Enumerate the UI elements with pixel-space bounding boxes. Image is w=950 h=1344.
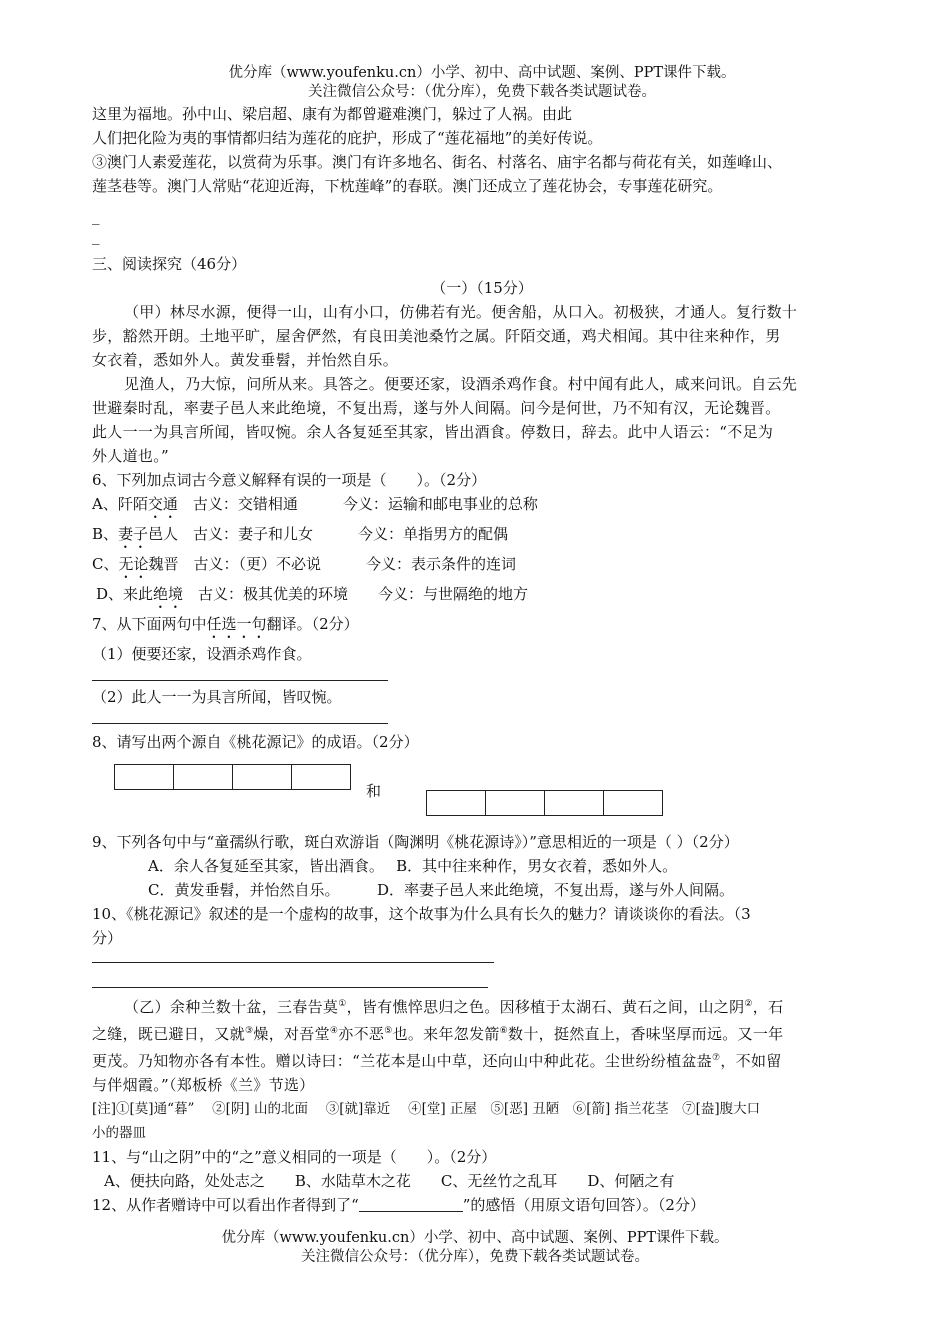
answer-box[interactable] xyxy=(292,765,350,789)
question-12-stem: 12、从作者赠诗中可以看出作者得到了“ ”的感悟（用原文语句回答）。（2分） xyxy=(92,1196,705,1214)
q8-and-label: 和 xyxy=(366,782,382,800)
question-10-stem: 10、《桃花源记》叙述的是一个虚构的故事，这个故事为什么具有长久的魅力？请谈谈你的看法。（3 xyxy=(92,905,751,923)
blank-mark: _ xyxy=(92,227,100,245)
passage-yi-line: 更茂。乃知物亦各有本性。赠以诗曰：“兰花本是山中草，还向山中种此花。尘世纷纷植盆盎⑦，不如留 xyxy=(92,1052,782,1070)
passage-jia-line: 见渔人，乃大惊，问所从来。具答之。便要还家，设酒杀鸡作食。村中闻有此人，咸来问讯。自云先 xyxy=(124,375,798,393)
q7-answer-line-1[interactable] xyxy=(92,680,388,681)
part-title: （一）（15分） xyxy=(431,279,533,297)
section-title: 三、阅读探究（46分） xyxy=(92,255,247,273)
passage-yi-line: 之缝，既已避日，又就③燥，对吾堂④亦不恶⑤也。来年忽发箭⑥数十，挺然直上，香味坚厚而远。又一年 xyxy=(92,1025,784,1043)
answer-box[interactable] xyxy=(604,791,662,815)
footer-line-2: 关注微信公众号：（优分库），免费下载各类试题试卷。 xyxy=(301,1249,649,1265)
answer-box[interactable] xyxy=(115,765,174,789)
answer-box[interactable] xyxy=(427,791,486,815)
passage-jia-line: 此人一一为具言所闻，皆叹惋。余人各复延至其家，皆出酒食。停数日，辞去。此中人语云：“不足为 xyxy=(92,423,774,441)
q6-option-b: B、妻子邑人 古义：妻子和儿女 今义：单指男方的配偶 xyxy=(92,525,509,543)
q8-idiom-boxes-2[interactable] xyxy=(426,790,663,816)
passage-yi-line: （乙）余种兰数十盆，三春告莫①，皆有憔悴思归之色。因移植于太湖石、黄石之间，山之阴②，石 xyxy=(124,998,784,1016)
q7-sentence-1: （1）便要还家，设酒杀鸡作食。 xyxy=(92,645,312,663)
answer-box[interactable] xyxy=(233,765,292,789)
passage-jia-line: 外人道也。” xyxy=(92,447,169,465)
footer-line-1: 优分库（www.youfenku.cn）小学、初中、高中试题、案例、PPT课件下载。 xyxy=(221,1230,729,1246)
passage-jia-line: 女衣着，悉如外人。黄发垂髫，并怡然自乐。 xyxy=(92,351,399,369)
question-11-stem: 11、与“山之阴”中的“之”意义相同的一项是（ ）。（2分） xyxy=(92,1148,497,1166)
intro-line: ③澳门人素爱莲花，以赏荷为乐事。澳门有许多地名、街名、村落名、庙宇名都与荷花有关，如莲峰山、 xyxy=(92,153,783,171)
passage-yi-notes-cont: 小的器皿 xyxy=(92,1125,146,1141)
q7-answer-line-2[interactable] xyxy=(92,723,388,724)
passage-jia-line: 步，豁然开朗。土地平旷，屋舍俨然，有良田美池桑竹之属。阡陌交通，鸡犬相闻。其中往来种作，男 xyxy=(92,327,781,345)
answer-box[interactable] xyxy=(486,791,545,815)
q6-option-c: C、无论魏晋 古义：（更）不必说 今义：表示条件的连词 xyxy=(92,555,517,573)
answer-box[interactable] xyxy=(545,791,604,815)
answer-box[interactable] xyxy=(174,765,233,789)
header-line-2: 关注微信公众号：（优分库），免费下载各类试题试卷。 xyxy=(308,84,656,100)
passage-jia-line: （甲）林尽水源，便得一山，山有小口，仿佛若有光。便舍船，从口入。初极狭，才通人。复行数十 xyxy=(124,303,798,321)
q6-option-a: A、阡陌交通 古义：交错相通 今义：运输和邮电事业的总称 xyxy=(92,495,538,513)
passage-jia-line: 世避秦时乱，率妻子邑人来此绝境，不复出焉，遂与外人间隔。问今是何世，乃不知有汉，无论魏晋。 xyxy=(92,399,781,417)
document-page xyxy=(92,64,872,1217)
q9-options-cd: C．黄发垂髫，并怡然自乐。 D．率妻子邑人来此绝境，不复出焉，遂与外人间隔。 xyxy=(148,881,735,899)
footer xyxy=(0,1229,950,1267)
q10-answer-line-2[interactable] xyxy=(92,987,488,988)
blank-mark: _ xyxy=(92,207,100,225)
question-6-stem: 6、下列加点词古今意义解释有误的一项是（ ）。（2分） xyxy=(92,471,487,489)
q9-options-ab: A．余人各复延至其家，皆出酒食。 B．其中往来种作，男女衣着，悉如外人。 xyxy=(148,857,678,875)
question-10-stem-cont: 分） xyxy=(92,929,123,947)
question-7-stem: 7、从下面两句中任选一句翻译。（2分） xyxy=(92,615,359,633)
question-9-stem: 9、下列各句中与“童孺纵行歌，斑白欢游诣（陶渊明《桃花源诗》）”意思相近的一项是（ ）（2分） xyxy=(92,833,739,851)
passage-yi-line: 与伴烟霞。”（郑板桥《兰》节选） xyxy=(92,1076,315,1094)
q8-idiom-boxes-1[interactable] xyxy=(114,764,351,790)
header-line-1: 优分库（www.youfenku.cn）小学、初中、高中试题、案例、PPT课件下载。 xyxy=(228,65,736,81)
q12-answer-blank[interactable] xyxy=(359,1195,463,1212)
q11-options: A、便扶向路，处处志之 B、水陆草木之花 C、无丝竹之乱耳 D、何陋之有 xyxy=(104,1172,675,1190)
passage-yi-notes: [注]①[莫]通“暮” ②[阴] 山的北面 ③[就]靠近 ④[堂] 正屋 ⑤[恶] 丑陋 ⑥[箭] 指兰花茎 ⑦[盎]腹大口 xyxy=(92,1101,761,1117)
q8-answer-area xyxy=(92,754,872,824)
intro-line: 人们把化险为夷的事情都归结为莲花的庇护，形成了“莲花福地”的美好传说。 xyxy=(92,129,603,147)
intro-line: 这里为福地。孙中山、梁启超、康有为都曾避难澳门，躲过了人祸。由此 xyxy=(92,105,573,123)
q6-option-d: D、来此绝境 古义：极其优美的环境 今义：与世隔绝的地方 xyxy=(96,585,529,603)
q7-sentence-2: （2）此人一一为具言所闻，皆叹惋。 xyxy=(92,688,342,706)
question-8-stem: 8、请写出两个源自《桃花源记》的成语。（2分） xyxy=(92,733,419,751)
intro-line: 莲茎巷等。澳门人常贴“花迎近海，下枕莲峰”的春联。澳门还成立了莲花协会，专事莲花研究。 xyxy=(92,177,723,195)
